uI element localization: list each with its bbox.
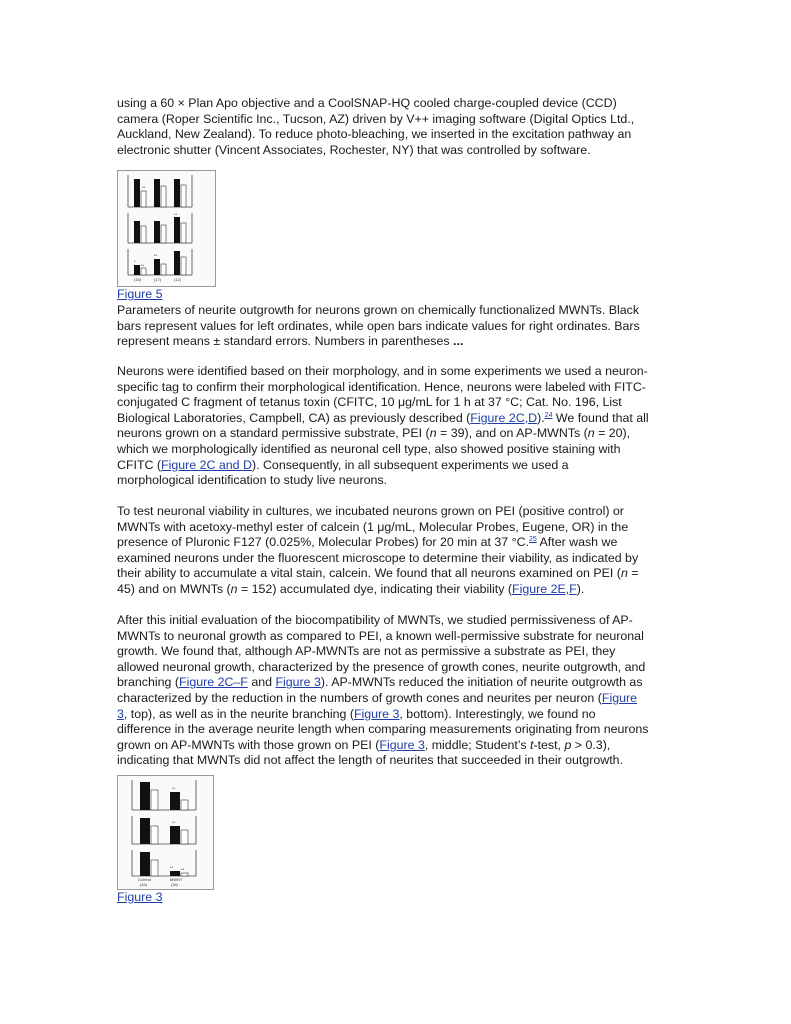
- figure-3-link[interactable]: Figure 3: [275, 675, 321, 690]
- text-line: neurons grown on a standard permissive substrate, PEI (n = 39), and on AP-MWNTs (n = 20),: [117, 426, 631, 441]
- intro-paragraph: [117, 96, 677, 158]
- reference-25-link[interactable]: 25: [528, 536, 537, 544]
- paragraph-permissiveness: [117, 613, 677, 769]
- text-line: camera (Roper Scientific Inc., Tucson, AZ) driven by V++ imaging software (Digital Optics Ltd.,: [117, 111, 635, 126]
- reference-24-link[interactable]: 24: [544, 411, 553, 419]
- svg-text:**: **: [172, 820, 176, 825]
- text-line: difference in the average neurite length when comparing measurements originating from neurons: [117, 722, 649, 737]
- text-line: Biological Laboratories, Campbell, CA) as previously described (Figure 2C,D).$^{24}$ We found that all: [117, 410, 649, 425]
- svg-text:**: **: [172, 786, 176, 791]
- text-line: electronic shutter (Vincent Associates, Rochester, NY) that was controlled by software.: [117, 142, 591, 157]
- text-line: which we morphologically identified as neuronal cell type, also showed positive staining with: [117, 441, 621, 456]
- figure-3-image: [118, 776, 213, 889]
- sig-marker: **: [142, 185, 146, 190]
- caption-line: represent means ± standard errors. Numbers in parentheses ...: [117, 334, 464, 349]
- text-line: MWNTs with acetoxy-methyl ester of calcein (1 μg/mL, Molecular Probes, Eugene, OR) in the: [117, 519, 629, 534]
- figure-5-image: [118, 171, 215, 286]
- text-line: grown on AP-MWNTs with those grown on PEI (Figure 3, middle; Student’s t-test, p > 0.3),: [117, 737, 611, 752]
- x-label: Control: [138, 877, 151, 882]
- svg-text:**: **: [154, 253, 158, 258]
- figure-3-link[interactable]: Figure 3: [117, 890, 163, 904]
- figure-2ef-link[interactable]: Figure 2E,F: [512, 581, 577, 596]
- figure-5-thumbnail[interactable]: [117, 170, 216, 287]
- svg-text:**: **: [181, 867, 185, 872]
- x-label: (34): [171, 882, 179, 887]
- text-line: CFITC (Figure 2C and D). Consequently, in all subsequent experiments we used a: [117, 457, 569, 472]
- text-line: morphological identification to study live neurons.: [117, 473, 387, 488]
- figure-3-link[interactable]: 3: [117, 706, 124, 721]
- text-line: growth. We found that, although AP-MWNTs are not as permissive a substrate as PEI, they: [117, 644, 616, 659]
- figure-3-link[interactable]: Figure: [601, 690, 638, 705]
- caption-line: bars represent values for left ordinates, while open bars indicate values for right ordinates. Bars: [117, 318, 640, 333]
- text-line: Neurons were identified based on their morphology, and in some experiments we used a neuron-: [117, 364, 648, 378]
- text-line: specific tag to confirm their morphological identification. Hence, neurons were labeled with FITC-: [117, 379, 646, 394]
- figure-5-caption: [117, 303, 677, 350]
- svg-text:**: **: [170, 865, 174, 870]
- text-line: characterized by the reduction in the numbers of growth cones and neurites per neuron (Figure: [117, 690, 638, 705]
- figure-5-link[interactable]: Figure 5: [117, 287, 163, 301]
- svg-text:**: **: [141, 263, 145, 268]
- text-line: After this initial evaluation of the biocompatibility of MWNTs, we studied permissiveness of AP-: [117, 613, 633, 627]
- svg-text:*: *: [134, 259, 136, 264]
- x-label: (44): [140, 882, 148, 887]
- text-line: MWNTs to neuronal growth as compared to PEI, a known well-permissive substrate for neuronal: [117, 628, 644, 643]
- text-line: 45) and on MWNTs (n = 152) accumulated dye, indicating their viability (Figure 2E,F).: [117, 581, 585, 596]
- text-line: presence of Pluronic F127 (0.025%, Molecular Probes) for 20 min at 37 °C.$^{25}$ After wash we: [117, 535, 618, 550]
- figure-2c-and-d-link[interactable]: Figure 2C and D: [161, 457, 252, 472]
- caption-more-link[interactable]: ...: [453, 334, 464, 349]
- figure-3-link[interactable]: Figure 3: [379, 737, 425, 752]
- paragraph-neuron-viability: [117, 504, 677, 598]
- text-line: allowed neuronal growth, characterized by the presence of growth cones, neurite outgrowth, and: [117, 659, 646, 674]
- figure-2c-f-link[interactable]: Figure 2C–F: [179, 675, 248, 690]
- x-label: (12): [174, 277, 182, 282]
- figure-3-thumbnail[interactable]: [117, 775, 214, 890]
- x-label: (15): [134, 277, 142, 282]
- text-line: using a 60 × Plan Apo objective and a CoolSNAP-HQ cooled charge-coupled device (CCD): [117, 96, 617, 110]
- text-line: branching (Figure 2C–F and Figure 3). AP-MWNTs reduced the initiation of neurite outgrowth as: [117, 675, 643, 690]
- figure-3-link[interactable]: Figure 3: [353, 706, 400, 721]
- sig-marker: **: [174, 212, 178, 217]
- paragraph-neuron-identification: [117, 364, 677, 489]
- figure-2cd-link[interactable]: Figure 2C,D: [470, 410, 538, 425]
- text-line: Auckland, New Zealand). To reduce photo-bleaching, we inserted in the excitation pathway an: [117, 127, 632, 142]
- bar: [134, 179, 140, 207]
- text-line: indicating that MWNTs did not affect the length of neurites that succeeded in their outgrowth.: [117, 753, 624, 768]
- x-label: (17): [154, 277, 162, 282]
- x-label: MWNT: [170, 877, 183, 882]
- text-line: To test neuronal viability in cultures, we incubated neurons grown on PEI (positive control) or: [117, 504, 624, 518]
- text-line: 3, top), as well as in the neurite branching (Figure 3, bottom). Interestingly, we found no: [117, 706, 596, 721]
- text-line: examined neurons under the fluorescent microscope to determine their viability, as indicated by: [117, 550, 639, 565]
- caption-line: Parameters of neurite outgrowth for neurons grown on chemically functionalized MWNTs. Black: [117, 303, 640, 317]
- text-line: conjugated C fragment of tetanus toxin (CFITC, 10 μg/mL for 1 h at 37 °C; Cat. No. 196, List: [117, 395, 622, 410]
- text-line: their ability to accumulate a vital stain, calcein. We found that all neurons examined on PEI (n =: [117, 566, 639, 581]
